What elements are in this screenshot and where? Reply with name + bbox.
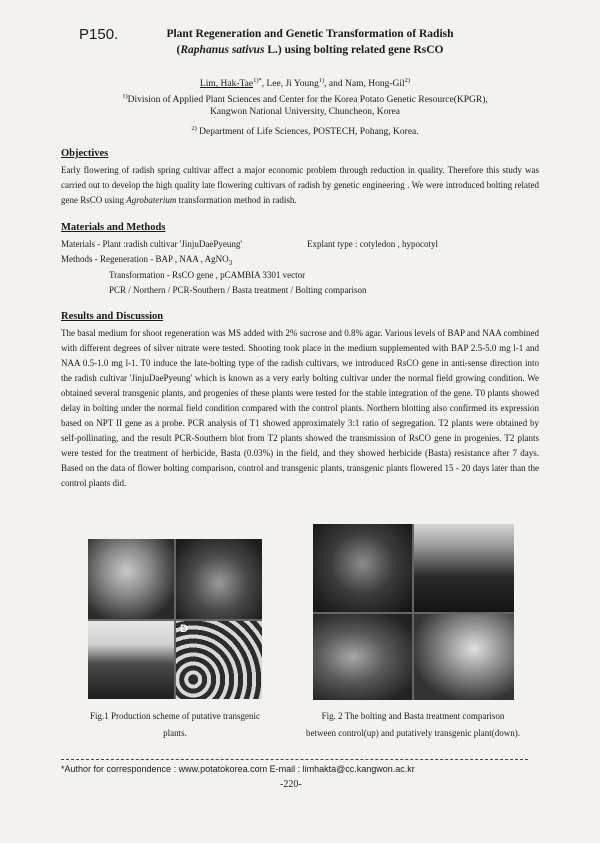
figure-1-panel-a: [88, 539, 174, 619]
results-text: The basal medium for shoot regeneration was MS added with 2% sucrose and 0.8% agar. Various levels of BAP and NAA combined with different degrees of silver nitrate were tested. Shooting took place in the medium supplemented with BAP 2.5-5.0 mg l-1 and NAA 0.5-1.0 mg l-1. T0 induce the late-bolting type of the radish cultivars, we introduced RsCO gene in anti-sense direction into the radish cultivar 'JinjuDaePyeung' which is known as a very early bolting cultivar under the normal field growing condition. We obtained several transgenic plants, and progenies of these plants were tested for the stable integration of the gene. T0 plants showed delay in bolting under the normal field condition compared with the control plants. Northern blotting also confirmed its expression based on NPT II gene as a probe. PCR analysis of T1 showed approximately 3:1 ratio of segregation. T2 plants were obtained by self-pollinating, and the result PCR-Southern blot from T2 plants showed the transmission of RsCO gene in progenies. T2 plants were tested for the treatment of herbicide, Basta (0.03%) in the field, and they showed herbicide (Basta) resistance after 7 days. Based on the data of flower bolting comparison, control and transgenic plants, transgenic plants flowered 15 - 20 days later than the control plants did.: [61, 328, 539, 488]
affiliation-2: $^{2)}$ Department of Life Sciences, POSTECH, Pohang, Korea.: [191, 125, 419, 138]
results-heading: Results and Discussion: [61, 311, 164, 322]
figure-2-panel-control-2: [414, 524, 514, 612]
corresponding-author: Lim, Hak-Tae: [199, 79, 254, 90]
figure-1-panel-b: [176, 539, 262, 619]
figure-1-panel-d-label: D: [180, 623, 188, 635]
figure-2-panel-transgenic-2: [414, 614, 514, 700]
figure-2-image: [313, 524, 514, 700]
figure-1-caption: Fig.1 Production scheme of putative transgenic plants.: [90, 711, 260, 738]
title-line-1: Plant Regeneration and Genetic Transformation of Radish: [166, 28, 454, 40]
title-species: Raphanus sativus: [180, 44, 265, 56]
methods-assays: PCR / Northern / PCR-Southern / Basta treatment / Bolting comparison: [109, 285, 367, 295]
methods-regeneration: Methods - Regeneration - BAP , NAA , AgNO$_3$: [61, 254, 233, 267]
title-line-2: (Raphanus sativus L.) using bolting related gene RsCO: [176, 44, 444, 56]
figure-1-panel-c: [88, 621, 174, 699]
figure-2-panel-control-1: [313, 524, 412, 612]
page-number: -220-: [280, 779, 302, 790]
objectives-heading: Objectives: [61, 148, 109, 159]
methods-explant: Explant type : cotyledon , hypocotyl: [307, 239, 438, 249]
objectives-text: Early flowering of radish spring cultivar affect a major economic problem through reduction in quality. Therefore this study was carried out to develop the high quality late flowering cultivars of radish by genetic engineering . We were introduced bolting related gene RsCO using Agrobaterium transformation method in radish.: [61, 165, 539, 205]
footer-divider: [61, 759, 528, 760]
figure-2-panel-transgenic-1: [313, 614, 412, 700]
poster-code: P150.: [79, 26, 119, 43]
figure-1-image: [88, 539, 262, 699]
methods-transformation: Transformation - RsCO gene , pCAMBIA 3301 vector: [109, 270, 306, 280]
figure-1-panel-d: [176, 621, 262, 699]
affiliation-1-cont: Kangwon National University, Chuncheon, Korea: [210, 107, 400, 117]
figure-2-caption: Fig. 2 The bolting and Basta treatment comparison between control(up) and putatively transgenic plant(down).: [306, 711, 520, 738]
affiliation-1: $^{1)}$Division of Applied Plant Sciences and Center for the Korea Potato Genetic Resource(KPGR),: [122, 93, 488, 106]
methods-materials: Materials - Plant :radish cultivar 'JinjuDaePyeung': [61, 239, 242, 249]
methods-heading: Materials and Methods: [61, 222, 166, 233]
correspondence-note: *Author for correspondence : www.potatokorea.com E-mail : limhakta@cc.kangwon.ac.kr: [61, 764, 415, 774]
author-list: Lim, Hak-Tae$^{1)*}$, Lee, Ji Young$^{1)}$, and Nam, Hong-Gil$^{2)}$: [199, 77, 411, 90]
